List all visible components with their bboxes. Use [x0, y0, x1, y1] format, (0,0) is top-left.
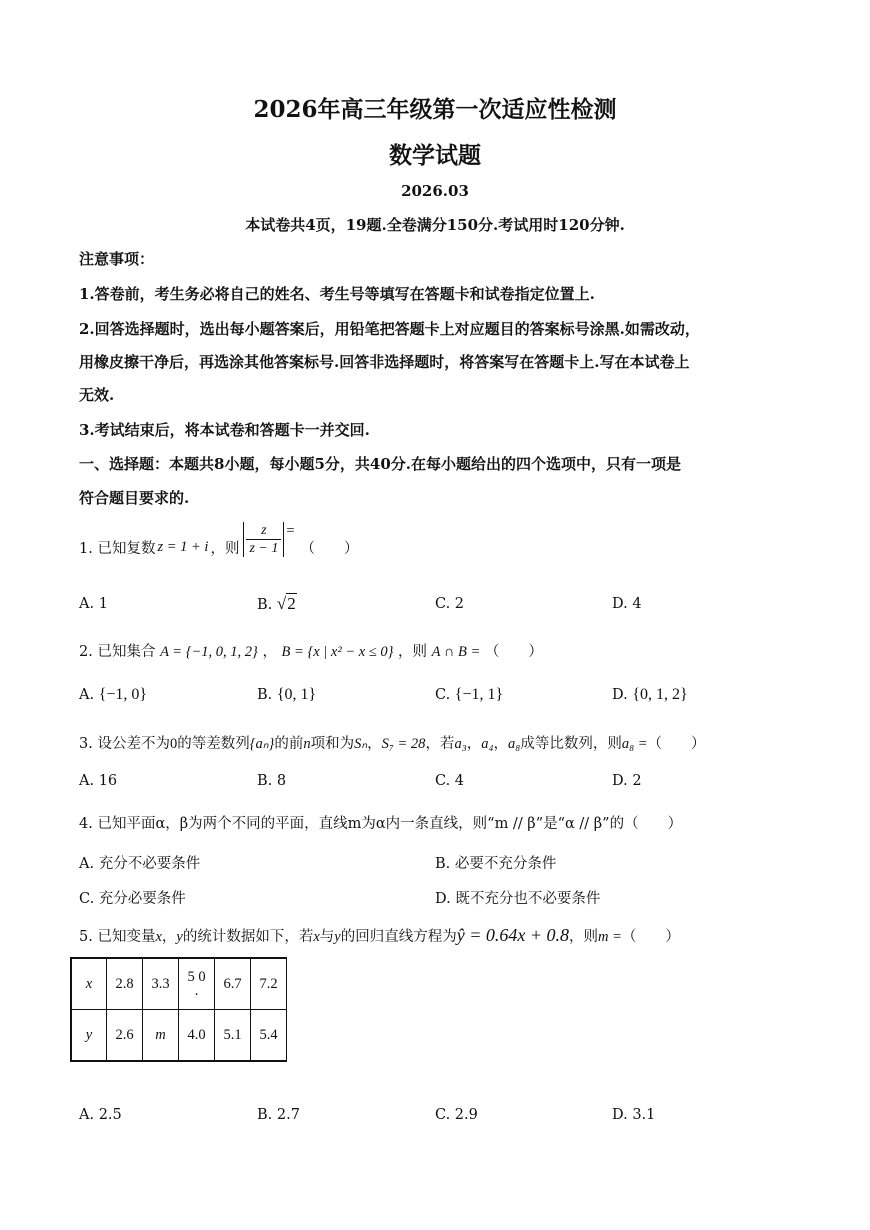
table-cell: x	[71, 958, 107, 1010]
q1-paren: （ ）	[300, 540, 359, 557]
notes-heading: 注意事项：	[79, 250, 155, 268]
q5-text-1: 5. 已知变量	[79, 929, 156, 945]
q2-option-a[interactable]	[79, 686, 147, 704]
q3-option-a[interactable]: A. 16	[79, 773, 118, 789]
q5-text-3: 的统计数据如下，若	[182, 929, 314, 945]
table-cell: 4.0	[179, 1010, 215, 1062]
table-cell: 2.8	[107, 958, 143, 1010]
q3-sequence: {aₙ}	[249, 736, 275, 752]
section-1-heading: 一、选择题：本题共8小题，每小题5分，共40分.在每小题给出的四个选项中，只有一项是	[79, 455, 681, 473]
table-cell: 5 0 .	[179, 958, 215, 1010]
q1-denominator: z − 1	[249, 540, 279, 556]
q3-text-1: 3. 设公差不为	[79, 736, 170, 752]
q3-option-d[interactable]: D. 2	[612, 773, 642, 789]
q3-sep-2: ，	[493, 736, 509, 752]
q2-option-c[interactable]	[435, 686, 503, 704]
question-3	[79, 732, 706, 753]
q3-text-2: 的等差数列	[177, 736, 250, 752]
q3-sep-1: ，	[466, 736, 482, 752]
notes-item-2-line-3: 无效.	[79, 386, 115, 404]
table-row	[71, 958, 287, 1010]
q5-x-2: x	[313, 929, 320, 945]
q2-paren: （ ）	[484, 644, 543, 660]
q1-option-b[interactable]	[257, 594, 297, 614]
q3-a4: a₄	[481, 736, 494, 752]
table-cell: 5.4	[251, 1010, 287, 1062]
q3-zero: 0	[169, 736, 178, 752]
q2-option-b-value: {0, 1}	[276, 686, 317, 703]
table-cell: m	[143, 1010, 179, 1062]
q3-text-6: ，若	[425, 736, 455, 752]
q1-option-c[interactable]: C. 2	[435, 596, 465, 612]
exam-date: 2026.03	[401, 182, 469, 200]
q2-option-a-value: {−1, 0}	[98, 686, 148, 703]
q5-text-4: 与	[319, 929, 335, 945]
q2-expression: A ∩ B =	[431, 644, 481, 660]
question-4: 4. 已知平面α，β为两个不同的平面，直线m为α内一条直线，则“m // β”是“α // β”的（ ）	[79, 816, 683, 832]
q5-option-d[interactable]: D. 3.1	[612, 1107, 656, 1123]
q1-option-d[interactable]: D. 4	[612, 596, 642, 612]
q1-equals: =	[286, 522, 295, 539]
q3-a3: a₃	[454, 736, 467, 752]
exam-info: 本试卷共4页，19题.全卷满分150分.考试用时120分钟.	[245, 216, 625, 234]
q2-set-a: A = {−1, 0, 1, 2}	[160, 644, 258, 660]
q4-option-b[interactable]: B. 必要不充分条件	[435, 856, 557, 872]
q4-option-d[interactable]: D. 既不充分也不必要条件	[435, 891, 601, 907]
q1-abs-fraction	[243, 522, 284, 557]
q5-option-a[interactable]: A. 2.5	[79, 1107, 122, 1123]
table-cell: 7.2	[251, 958, 287, 1010]
notes-item-2-line-1: 2.回答选择题时，选出每小题答案后，用铅笔把答题卡上对应题目的答案标号涂黑.如需改动，	[79, 320, 700, 338]
q2-option-b[interactable]	[257, 686, 316, 704]
q3-a8: a₈	[508, 736, 521, 752]
table-cell: 3.3	[143, 958, 179, 1010]
q1-option-b-sqrt: √2	[276, 594, 296, 613]
q3-a8-eq: a₈ =	[621, 736, 648, 752]
q1-mid: ，则	[210, 540, 240, 557]
q5-m: m =	[597, 929, 622, 945]
q1-expression: z = 1 + i	[157, 538, 209, 555]
q4-option-c[interactable]: C. 充分必要条件	[79, 891, 186, 907]
table-cell: 2.6	[107, 1010, 143, 1062]
q5-text-5: 的回归直线方程为	[340, 929, 457, 945]
notes-item-2-line-2: 用橡皮擦干净后，再选涂其他答案标号.回答非选择题时，将答案写在答题卡上.写在本试卷上	[79, 353, 690, 371]
q2-option-d-value: {0, 1, 2}	[632, 686, 688, 703]
q3-paren: （ ）	[647, 736, 706, 752]
q4-option-a[interactable]: A. 充分不必要条件	[79, 856, 201, 872]
q1-option-a[interactable]: A. 1	[79, 596, 108, 612]
table-cell: y	[71, 1010, 107, 1062]
q1-option-b-radicand: 2	[287, 594, 296, 613]
q2-option-d-label: D.	[612, 687, 628, 703]
q3-n: n	[303, 736, 311, 752]
q3-text-5: ，	[367, 736, 382, 752]
q1-option-b-label: B.	[257, 597, 273, 613]
q2-mid: ，则	[398, 644, 428, 660]
page-title: 2026年高三年级第一次适应性检测	[253, 96, 617, 123]
q2-prefix: 2. 已知集合	[79, 644, 156, 660]
q3-option-c[interactable]: C. 4	[435, 773, 465, 789]
q3-s7: S₇ = 28	[381, 736, 426, 752]
q3-sn: Sₙ	[354, 736, 368, 752]
q5-paren: （ ）	[621, 929, 680, 945]
q5-x: x	[155, 929, 162, 945]
page-subtitle: 数学试题	[389, 142, 481, 169]
question-1	[79, 522, 359, 572]
q5-y: y	[176, 929, 183, 945]
table-row	[71, 1010, 287, 1062]
question-5	[79, 925, 680, 946]
q2-option-c-value: {−1, 1}	[454, 686, 504, 703]
q1-fraction	[246, 522, 281, 557]
q2-option-d[interactable]	[612, 686, 688, 704]
table-cell: 6.7	[215, 958, 251, 1010]
table-cell: 5.1	[215, 1010, 251, 1062]
q1-prefix: 1. 已知复数	[79, 540, 156, 557]
q3-text-4: 项和为	[310, 736, 355, 752]
q5-text-6: ，则	[568, 929, 598, 945]
q5-text-2: ，	[161, 929, 177, 945]
q1-numerator: z	[246, 522, 281, 540]
section-1-heading-line-2: 符合题目要求的.	[79, 489, 190, 507]
q2-comma: ，	[262, 644, 277, 660]
notes-item-3: 3.考试结束后，将本试卷和答题卡一并交回.	[79, 421, 370, 439]
notes-item-1: 1.答卷前，考生务必将自己的姓名、考生号等填写在答题卡和试卷指定位置上.	[79, 285, 595, 303]
q3-text-3: 的前	[274, 736, 304, 752]
q2-set-b: B = {x | x² − x ≤ 0}	[281, 644, 394, 660]
q2-option-a-label: A.	[79, 687, 95, 703]
q3-option-b[interactable]: B. 8	[257, 773, 287, 789]
q5-option-c[interactable]: C. 2.9	[435, 1107, 478, 1123]
statistics-table	[70, 957, 287, 1062]
q2-option-c-label: C.	[435, 687, 451, 703]
q5-option-b[interactable]: B. 2.7	[257, 1107, 300, 1123]
q5-y-2: y	[334, 929, 341, 945]
q3-text-7: 成等比数列，则	[520, 736, 622, 752]
question-2	[79, 640, 543, 661]
q2-option-b-label: B.	[257, 687, 273, 703]
q5-equation: ŷ = 0.64x + 0.8	[456, 925, 569, 945]
